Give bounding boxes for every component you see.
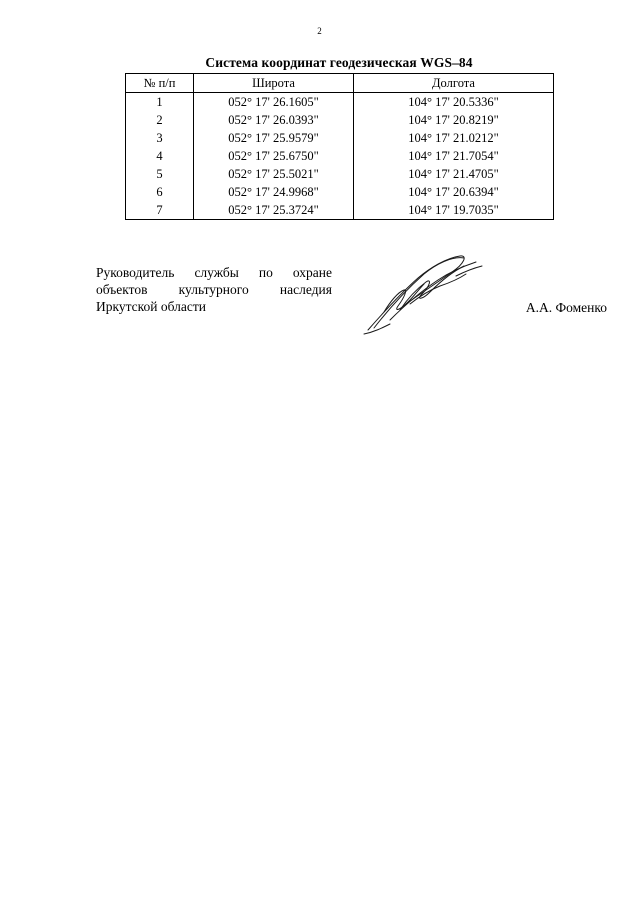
table-row — [126, 165, 554, 183]
cell-longitude: 104° 17' 20.6394" — [354, 183, 554, 201]
cell-number: 6 — [126, 183, 194, 201]
cell-number: 3 — [126, 129, 194, 147]
cell-number: 2 — [126, 111, 194, 129]
table-row — [126, 129, 554, 147]
cell-latitude: 052° 17' 26.0393" — [194, 111, 354, 129]
header-number: № п/п — [126, 74, 194, 93]
cell-number: 1 — [126, 93, 194, 112]
table-row — [126, 183, 554, 201]
cell-longitude: 104° 17' 21.0212" — [354, 129, 554, 147]
table-title: Система координат геодезическая WGS–84 — [205, 55, 473, 70]
table-row — [126, 147, 554, 165]
header-longitude: Долгота — [354, 74, 554, 93]
cell-latitude: 052° 17' 25.5021" — [194, 165, 354, 183]
table-row — [126, 111, 554, 129]
position-line: объектов культурного наследия — [96, 282, 332, 297]
signatory-position — [96, 264, 332, 315]
cell-latitude: 052° 17' 24.9968" — [194, 183, 354, 201]
cell-latitude: 052° 17' 25.6750" — [194, 147, 354, 165]
page-number: 2 — [317, 26, 322, 36]
cell-latitude: 052° 17' 25.9579" — [194, 129, 354, 147]
cell-latitude: 052° 17' 25.3724" — [194, 201, 354, 220]
table-row — [126, 201, 554, 220]
handwritten-signature — [360, 248, 490, 340]
position-line: Руководитель службы по охране — [96, 265, 332, 280]
table-row — [126, 93, 554, 112]
cell-longitude: 104° 17' 19.7035" — [354, 201, 554, 220]
cell-longitude: 104° 17' 21.7054" — [354, 147, 554, 165]
cell-longitude: 104° 17' 20.5336" — [354, 93, 554, 112]
header-latitude: Широта — [194, 74, 354, 93]
cell-number: 4 — [126, 147, 194, 165]
coordinates-table — [125, 73, 554, 220]
cell-longitude: 104° 17' 21.4705" — [354, 165, 554, 183]
position-line: Иркутской области — [96, 299, 207, 314]
cell-latitude: 052° 17' 26.1605" — [194, 93, 354, 112]
cell-number: 7 — [126, 201, 194, 220]
table-header-row — [126, 74, 554, 93]
cell-number: 5 — [126, 165, 194, 183]
signatory-name: А.А. Фоменко — [525, 300, 607, 315]
cell-longitude: 104° 17' 20.8219" — [354, 111, 554, 129]
